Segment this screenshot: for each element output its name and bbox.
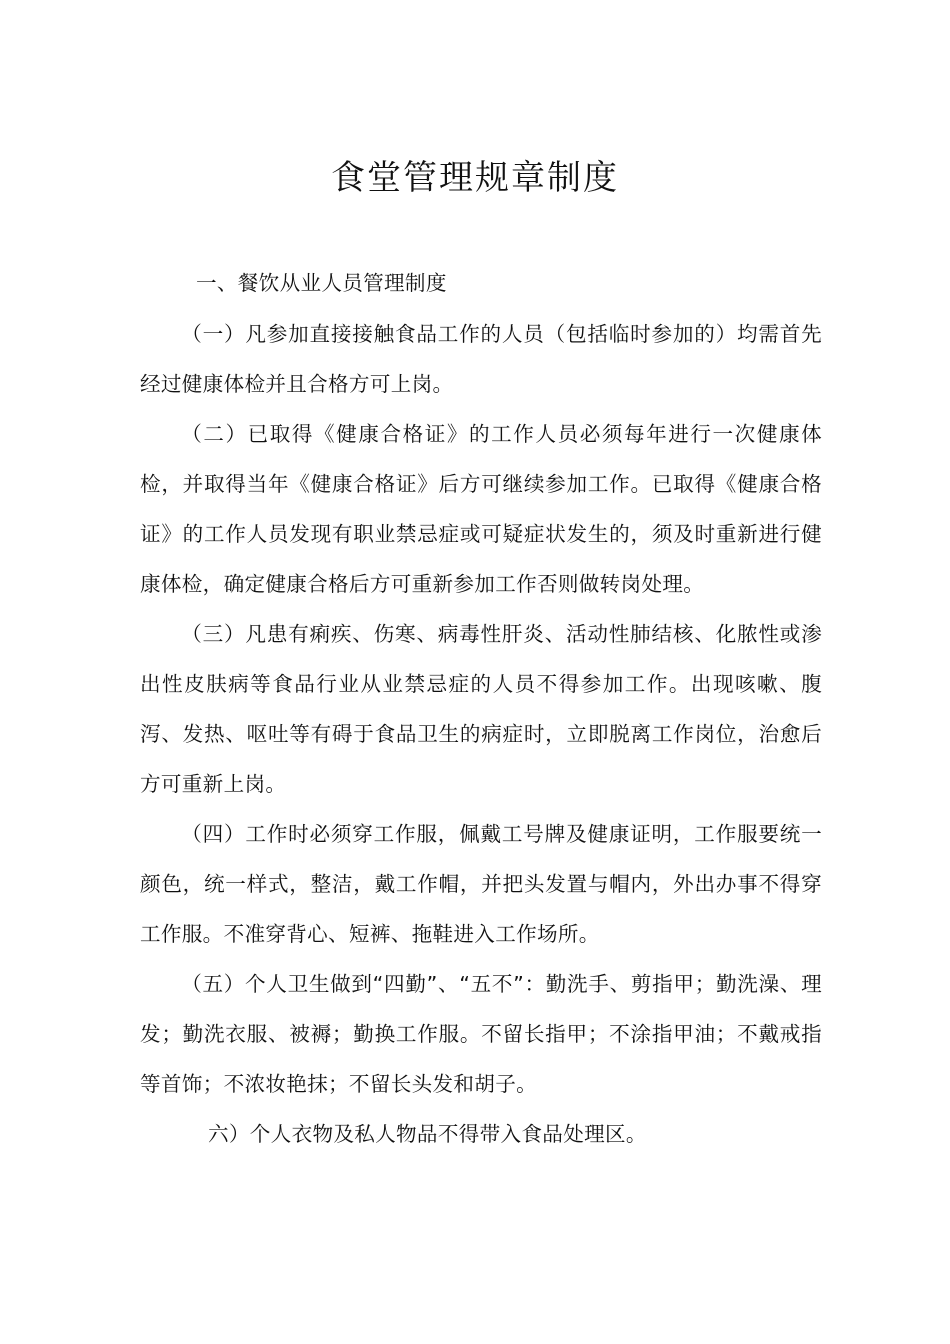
paragraph-5: （五）个人卫生做到“四勤”、“五不”：勤洗手、剪指甲；勤洗澡、理发；勤洗衣服、被褥；勤换工作服。不留长指甲；不涂指甲油；不戴戒指等首饰；不浓妆艳抹；不留长头发和胡子。 — [140, 972, 822, 1096]
section-heading: 一、餐饮从业人员管理制度 — [196, 271, 447, 295]
paragraph-4: （四）工作时必须穿工作服，佩戴工号牌及健康证明，工作服要统一颜色，统一样式，整洁，戴工作帽，并把头发置与帽内，外出办事不得穿工作服。不准穿背心、短裤、拖鞋进入工作场所。 — [140, 822, 822, 946]
document-body — [140, 258, 822, 1159]
paragraph-6: 六）个人衣物及私人物品不得带入食品处理区。 — [208, 1122, 647, 1146]
paragraph-1: （一）凡参加直接接触食品工作的人员（包括临时参加的）均需首先经过健康体检并且合格方可上岗。 — [140, 322, 822, 396]
paragraph-3: （三）凡患有痢疾、伤寒、病毒性肝炎、活动性肺结核、化脓性或渗出性皮肤病等食品行业从业禁忌症的人员不得参加工作。出现咳嗽、腹泻、发热、呕吐等有碍于食品卫生的病症时，立即脱离工作岗位，治愈后方可重新上岗。 — [140, 622, 822, 796]
paragraph-2: （二）已取得《健康合格证》的工作人员必须每年进行一次健康体检，并取得当年《健康合格证》后方可继续参加工作。已取得《健康合格证》的工作人员发现有职业禁忌症或可疑症状发生的，须及时重新进行健康体检，确定健康合格后方可重新参加工作否则做转岗处理。 — [140, 422, 822, 596]
document-title: 食堂管理规章制度 — [331, 158, 619, 198]
